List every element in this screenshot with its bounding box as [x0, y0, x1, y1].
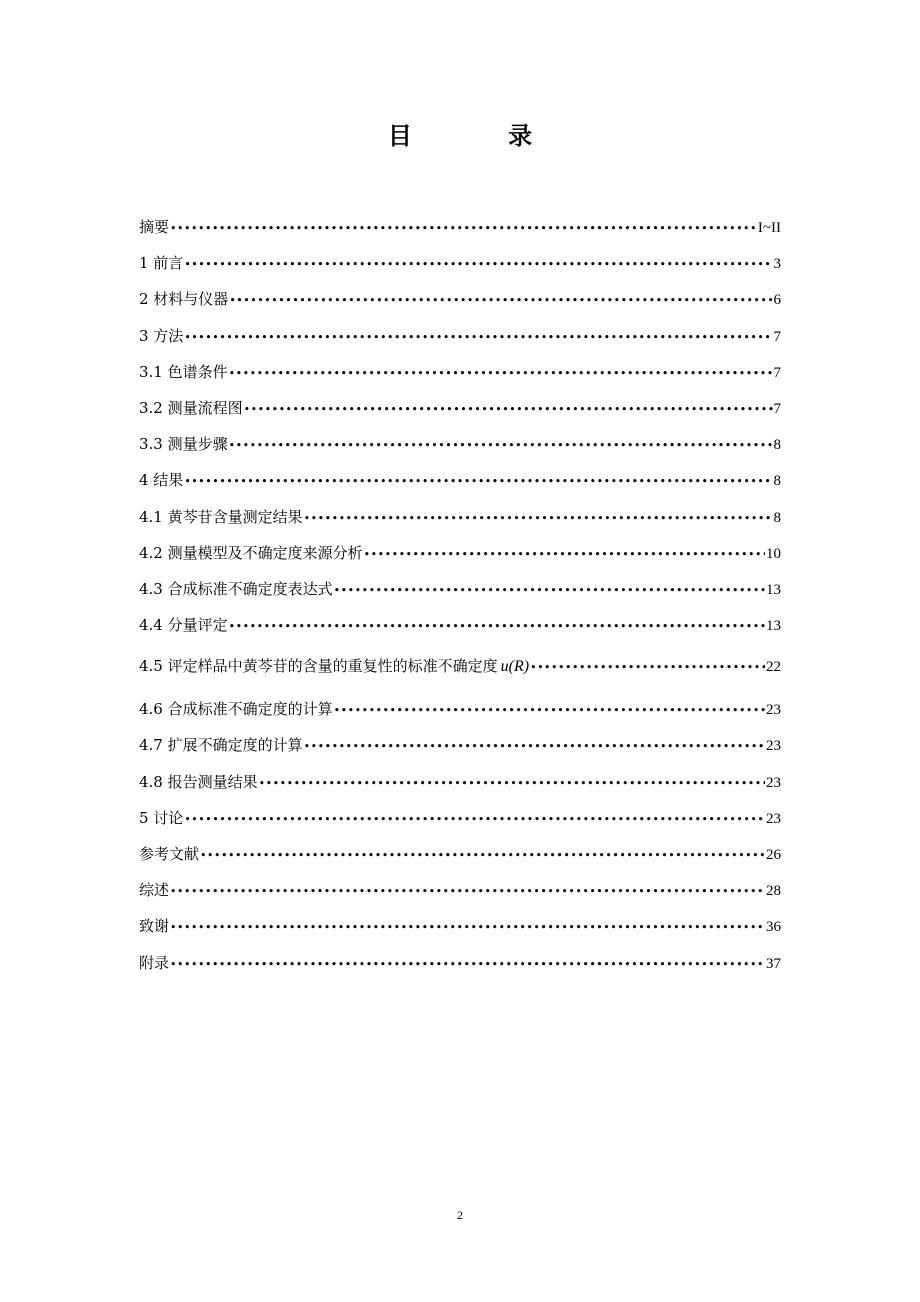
toc-entry-page: I~II — [757, 220, 781, 236]
toc-entry-label: 摘要 — [139, 218, 170, 236]
toc-entry-page: 6 — [773, 292, 781, 309]
toc-entry-page: 23 — [766, 702, 781, 719]
toc-entry-page: 23 — [766, 738, 781, 755]
toc-entry-label: 致谢 — [139, 917, 170, 936]
toc-entry-label: 4.1 黄芩苷含量测定结果 — [139, 507, 303, 526]
toc-entry-label: 3.2 测量流程图 — [139, 398, 243, 417]
toc-entry-label: 4.2 测量模型及不确定度来源分析 — [139, 543, 363, 562]
dot-leader — [334, 696, 765, 726]
toc-entry[interactable] — [139, 694, 781, 730]
dot-leader — [170, 913, 765, 943]
dot-leader — [530, 648, 765, 688]
dot-leader — [229, 612, 765, 642]
toc-entry[interactable] — [139, 767, 781, 803]
toc-entry-label: 4 结果 — [139, 471, 184, 490]
toc-entry[interactable] — [139, 875, 781, 911]
toc-entry-page: 7 — [773, 328, 781, 345]
toc-entry-page: 23 — [766, 774, 781, 791]
toc-entry-label: 4.8 报告测量结果 — [139, 772, 258, 791]
toc-entry[interactable] — [139, 911, 781, 947]
toc-entry-label: 4.3 合成标准不确定度表达式 — [139, 579, 333, 598]
toc-entry[interactable] — [139, 502, 781, 538]
toc-entry-label: 5 讨论 — [139, 808, 184, 827]
dot-leader — [170, 214, 757, 244]
toc-entry[interactable] — [139, 284, 781, 320]
toc-entry[interactable] — [139, 212, 781, 248]
toc-entry[interactable] — [139, 393, 781, 429]
toc-entry-label: 参考文献 — [139, 845, 200, 863]
toc-entry[interactable] — [139, 839, 781, 875]
dot-leader — [259, 769, 765, 799]
toc-entry[interactable] — [139, 538, 781, 574]
toc-entry-page: 7 — [773, 400, 781, 417]
dot-leader — [184, 805, 765, 835]
toc-entry-page: 26 — [766, 847, 781, 863]
toc-entry-label: 4.7 扩展不确定度的计算 — [139, 736, 303, 755]
math-formula: u(R) — [500, 658, 530, 676]
toc-entry[interactable] — [139, 429, 781, 465]
toc-entry[interactable] — [139, 465, 781, 501]
toc-entry[interactable] — [139, 646, 781, 694]
toc-entry-page: 8 — [773, 509, 781, 526]
dot-leader — [170, 950, 765, 980]
toc-entry-label: 1 前言 — [139, 254, 184, 273]
toc-entry-page: 28 — [766, 883, 781, 900]
toc-entry-label: 3.1 色谱条件 — [139, 362, 228, 381]
toc-entry-label: 4.6 合成标准不确定度的计算 — [139, 700, 333, 719]
toc-entry-page: 37 — [766, 955, 781, 972]
toc-entry-page: 8 — [773, 473, 781, 490]
toc-entry-page: 7 — [773, 364, 781, 381]
page-title: 目 录 — [387, 122, 577, 150]
toc-entry[interactable] — [139, 321, 781, 357]
page-number: 2 — [457, 1208, 463, 1222]
dot-leader — [244, 395, 773, 425]
table-of-contents — [139, 212, 781, 984]
dot-leader — [364, 540, 765, 570]
toc-entry-page: 22 — [766, 659, 781, 676]
toc-entry-label: 4.4 分量评定 — [139, 616, 228, 635]
toc-entry[interactable] — [139, 574, 781, 610]
toc-entry-page: 10 — [766, 545, 781, 562]
dot-leader — [229, 431, 773, 461]
toc-entry[interactable] — [139, 610, 781, 646]
dot-leader — [334, 576, 765, 606]
toc-entry-label — [139, 646, 529, 687]
toc-entry-page: 13 — [766, 581, 781, 598]
dot-leader — [304, 504, 773, 534]
toc-entry-page: 36 — [766, 919, 781, 936]
dot-leader — [200, 841, 765, 871]
dot-leader — [304, 732, 765, 762]
dot-leader — [229, 359, 773, 389]
dot-leader — [229, 286, 772, 316]
dot-leader — [184, 250, 772, 280]
toc-entry-page: 13 — [766, 618, 781, 635]
toc-entry-label: 2 材料与仪器 — [139, 290, 229, 309]
dot-leader — [184, 323, 772, 353]
toc-entry-text: 4.5 评定样品中黄芩苷的含量的重复性的标准不确定度 — [139, 657, 498, 676]
toc-entry-label: 3 方法 — [139, 326, 184, 345]
toc-entry[interactable] — [139, 357, 781, 393]
toc-entry-label: 3.3 测量步骤 — [139, 435, 228, 454]
toc-entry-label: 附录 — [139, 953, 170, 972]
toc-entry-label: 综述 — [139, 881, 170, 900]
toc-entry-page: 8 — [773, 437, 781, 454]
toc-entry[interactable] — [139, 803, 781, 839]
dot-leader — [184, 467, 772, 497]
dot-leader — [170, 877, 765, 907]
toc-entry[interactable] — [139, 948, 781, 984]
toc-entry[interactable] — [139, 248, 781, 284]
toc-entry-page: 23 — [766, 810, 781, 827]
toc-entry[interactable] — [139, 730, 781, 766]
toc-entry-page: 3 — [773, 256, 781, 273]
